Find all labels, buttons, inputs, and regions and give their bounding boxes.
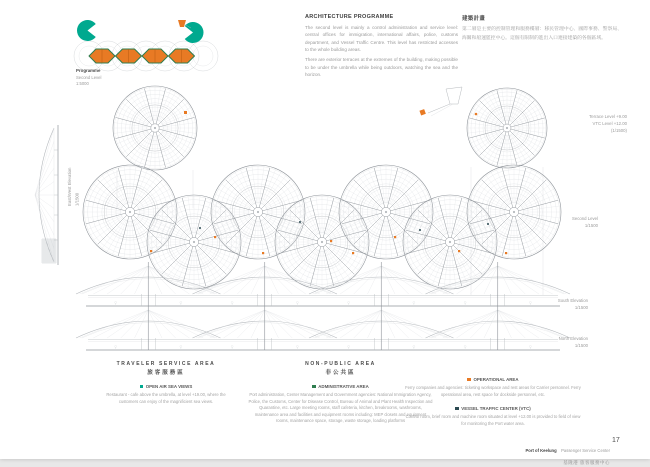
terrace-roof-plan-east <box>419 87 547 168</box>
terrace-roof-plan-west <box>113 86 197 170</box>
east-west-elevation-scale: 1/1500 <box>74 192 80 206</box>
open-air-sea-views-text: Restaurant - cafe above the umbrella, at level +19.00, where the customers can enjoy of the magnificient sea views. <box>106 392 226 404</box>
second-level-name: Second Level <box>571 216 598 221</box>
architecture-programme-block <box>305 14 458 81</box>
projection-guides <box>117 167 543 295</box>
page-number: 17 <box>612 437 620 444</box>
footer-project-title <box>525 436 610 467</box>
north-elevation-scale: 1/1500 <box>574 343 588 349</box>
chinese-programme-block <box>462 14 622 43</box>
chinese-programme-title: 建築計畫 <box>462 16 486 22</box>
legend-item-operational-area <box>403 377 583 382</box>
second-level-label <box>572 215 598 229</box>
programme-key-scale: 1:5000 <box>76 80 89 86</box>
terrace-level-line2: VTC Level +12.00 <box>592 121 627 127</box>
programme-key-level: Second Level <box>76 74 102 80</box>
south-elevation-scale: 1/1500 <box>574 305 588 311</box>
legend-non-public-title: NON-PUBLIC AREA <box>305 361 376 367</box>
programme-key <box>76 68 101 87</box>
terrace-level-line1: Terrace Level +9.00 <box>589 114 627 119</box>
legend-traveler-title-zh: 旅客服務區 <box>147 370 185 376</box>
footer-project-en: Passenger Service Center <box>561 448 610 453</box>
administrative-area-swatch <box>312 385 316 389</box>
vessel-traffic-center-text: Control room, brief room and machine room situated at level +12.00 is provided to field of view for monitoring the Port water area. <box>405 414 581 426</box>
legend-item-open-air-sea-views <box>105 384 227 389</box>
administrative-area-text: Port administration, Center Management and Government agencies: National Immigration Agency, Police, the Customs, Center for Disease Control, Bureau of Animal and Plant Health Inspection and Quarantine, etc. Large meeting rooms, staff cafeteria, kitchen, breakrooms, washrooms, maintenance area and facilities and equipment rooms including: MEP closets and equipment rooms, maintenance space, storage, waste storage, loading platforms <box>248 392 433 423</box>
legend-item-vessel-traffic-center <box>403 406 583 411</box>
east-west-elevation-drawing <box>35 125 58 265</box>
architecture-programme-title: ARCHITECTURE PROGRAMME <box>305 14 394 20</box>
north-elevation-drawing <box>76 306 570 350</box>
legend-non-public-title-zh: 非公共區 <box>325 370 356 376</box>
chinese-programme-body: 第二層是主要的控制管理和服務樓層：移民管理中心、國際事務、警察局、海關和船運監控中心。這個有限制的進出入口連接建築的各個區域。 <box>462 27 622 41</box>
east-west-elevation-label <box>66 122 81 206</box>
terrace-level-label <box>589 113 627 134</box>
second-level-scale: 1/1500 <box>584 223 598 229</box>
operational-area-swatch <box>467 378 471 382</box>
north-elevation-name: North Elevation <box>558 336 588 341</box>
open-air-sea-views-label: OPEN AIR SEA VIEWS <box>145 384 193 389</box>
legend-traveler-service-area <box>105 361 227 405</box>
operational-area-label: OPERATIONAL AREA <box>473 377 519 382</box>
east-west-elevation-name: East/West Elevation <box>67 167 72 206</box>
footer-project-zh: 基隆港 旅客服務中心 <box>563 460 610 465</box>
north-elevation-label <box>559 335 588 349</box>
vessel-traffic-center-label: VESSEL TRAFFIC CENTER (VTC) <box>461 406 531 411</box>
programme-key-title: Programme <box>76 68 101 73</box>
footer-project-en-bold: Port of Keelung <box>525 448 557 453</box>
architecture-programme-paragraph-2: There are exterior terraces at the extremes of the building, making possible to be under the umbrella while being outdoors, watching the sea and the horizon. <box>305 57 458 78</box>
operational-area-text: Ferry companies and agencies: ticketing workspace and rest areas for Carrier personnel. Ferry operational area, rest space for dockside personnel, etc. <box>405 385 581 397</box>
programme-concept-diagram <box>74 20 218 71</box>
vessel-traffic-center-swatch <box>455 407 459 411</box>
open-air-sea-views-swatch <box>140 385 144 389</box>
south-elevation-drawing <box>76 262 570 306</box>
legend-traveler-title: TRAVELER SERVICE AREA <box>116 361 216 367</box>
administrative-area-label: ADMINISTRATIVE AREA <box>318 384 369 389</box>
south-elevation-name: South Elevation <box>557 298 588 303</box>
terrace-level-line3: (1/1500) <box>610 128 627 134</box>
south-elevation-label <box>558 297 588 311</box>
legend-operational <box>403 377 583 427</box>
architecture-programme-paragraph-1: The second level is mainly a control administration and service level: central offices for immigration, international affairs, police, customs department, and Vessel Traffic Centre. This level has restricted accesses to the whole building areas. <box>305 25 458 53</box>
